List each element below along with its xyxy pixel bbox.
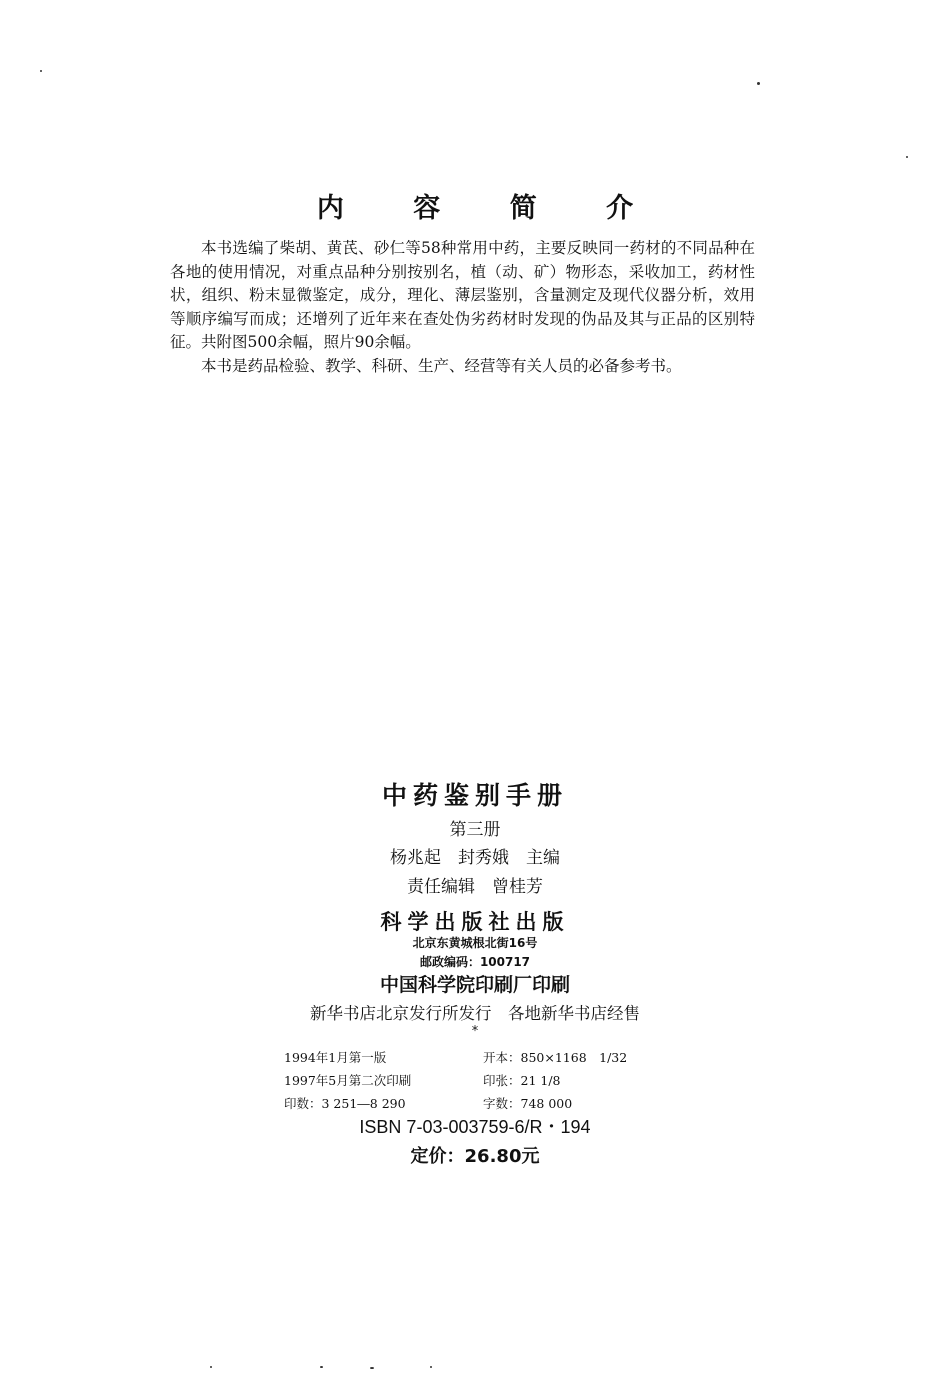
- scan-speck: [40, 70, 42, 72]
- scan-speck: [370, 1367, 374, 1369]
- price: 定价：26.80元: [410, 1146, 540, 1167]
- responsible-editor: 责任编辑 曾桂芳: [407, 877, 543, 897]
- separator-star: *: [471, 1024, 479, 1039]
- editors: 杨兆起 封秀娥 主编: [390, 848, 560, 868]
- print-count-info: 印数：3 251―8 290: [284, 1096, 406, 1111]
- distributor: 新华书店北京发行所发行 各地新华书店经售: [310, 1004, 640, 1023]
- publisher: 科学出版社出版: [380, 910, 570, 934]
- sheets-info: 印张：21 1/8: [483, 1073, 561, 1088]
- summary-paragraph: 本书是药品检验、教学、科研、生产、经营等有关人员的必备参考书。: [201, 356, 682, 375]
- summary-title: 内 容 简 介: [316, 193, 664, 224]
- volume-label: 第三册: [449, 820, 501, 840]
- printing-info: 1997年5月第二次印刷: [284, 1073, 412, 1088]
- scan-speck: [320, 1366, 323, 1368]
- scan-speck: [757, 82, 760, 85]
- book-title: 中药鉴别手册: [381, 781, 568, 810]
- publisher-address: 北京东黄城根北街16号: [412, 936, 538, 950]
- edition-info: 1994年1月第一版: [284, 1050, 387, 1065]
- summary-paragraph: 本书选编了柴胡、黄芪、砂仁等58种常用中药，主要反映同一药材的不同品种在各地的使用情况，对重点品种分别按别名，植（动、矿）物形态，采收加工，药材性状，组织、粉末显微鉴定，成分，理化、薄层鉴别，含量测定及现代仪器分析，效用等顺序编写而成；还增列了近年来在查处伪劣药材时发现的伪品及其与正品的区别特征。共附图500余幅，照片90余幅。: [170, 239, 755, 351]
- postcode: 邮政编码：100717: [419, 955, 531, 969]
- isbn: ISBN 7-03-003759-6/R・194: [359, 1117, 591, 1137]
- word-count-info: 字数：748 000: [483, 1096, 573, 1111]
- printer: 中国科学院印刷厂印刷: [379, 974, 570, 996]
- scan-speck: [430, 1366, 432, 1368]
- format-info: 开本：850×1168 1/32: [483, 1050, 628, 1065]
- summary-body: [170, 237, 755, 378]
- scan-speck: [906, 156, 908, 158]
- scan-speck: [210, 1366, 212, 1368]
